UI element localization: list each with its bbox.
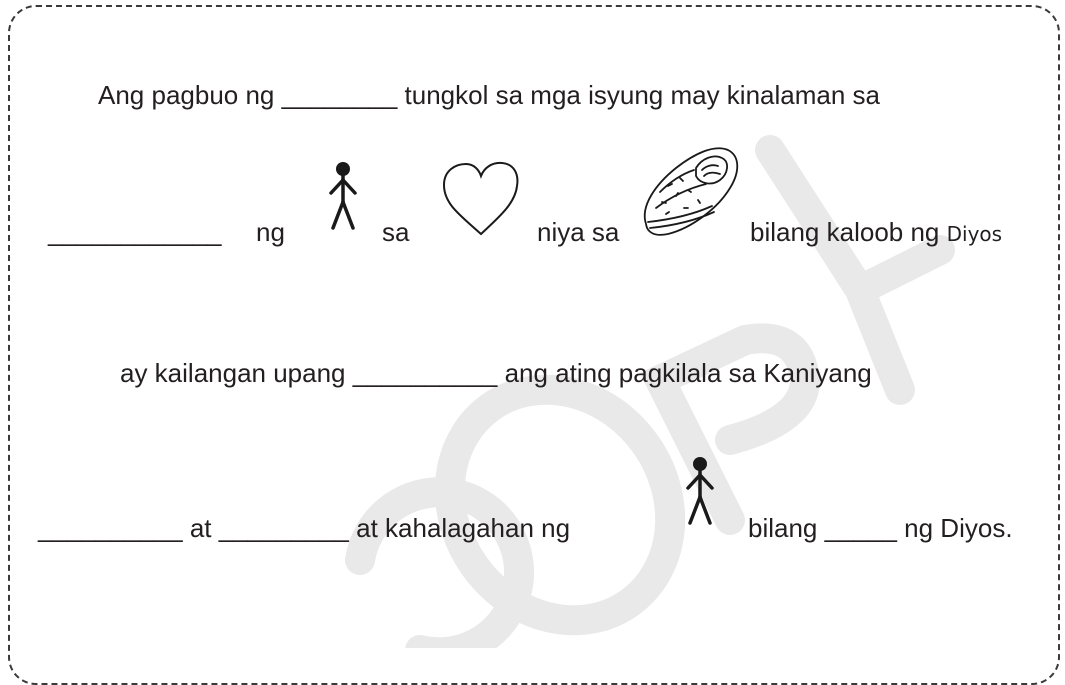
blank-field: __________ [38,513,183,543]
text-segment: ng [256,217,285,247]
sentence-line-4-end [748,513,1013,544]
blank-field: ____________ [48,217,222,247]
text-segment: at [182,513,219,543]
text-segment: niya sa [537,217,620,247]
sentence-line-2-end [750,217,1002,248]
sentence-line-3 [120,358,872,389]
text-segment: ang ating pagkilala sa Kaniyang [497,358,872,388]
blank-field: ________ [281,80,398,110]
text-segment: sa [382,217,410,247]
text-segment: at kahalagahan ng [348,513,571,543]
sentence-line-4-start [38,513,570,544]
text-segment: bilang [748,513,825,543]
text-segment: tungkol sa mga isyung may kinalaman sa [397,80,881,110]
blank-field: _____ [824,513,897,543]
text-segment: Ang pagbuo ng [98,80,282,110]
person-icon [678,455,722,527]
blank-field: _________ [218,513,349,543]
blank-field: __________ [352,358,498,388]
text-segment: ng Diyos. [896,513,1013,543]
swaddled-baby-icon [636,142,744,240]
text-segment: ay kailangan upang [120,358,353,388]
text-segment: bilang kaloob ng [750,217,940,247]
text-segment-diyos: Diyos [946,222,1003,246]
person-icon [321,160,365,232]
heart-icon [440,160,522,240]
sentence-line-1 [98,80,880,111]
